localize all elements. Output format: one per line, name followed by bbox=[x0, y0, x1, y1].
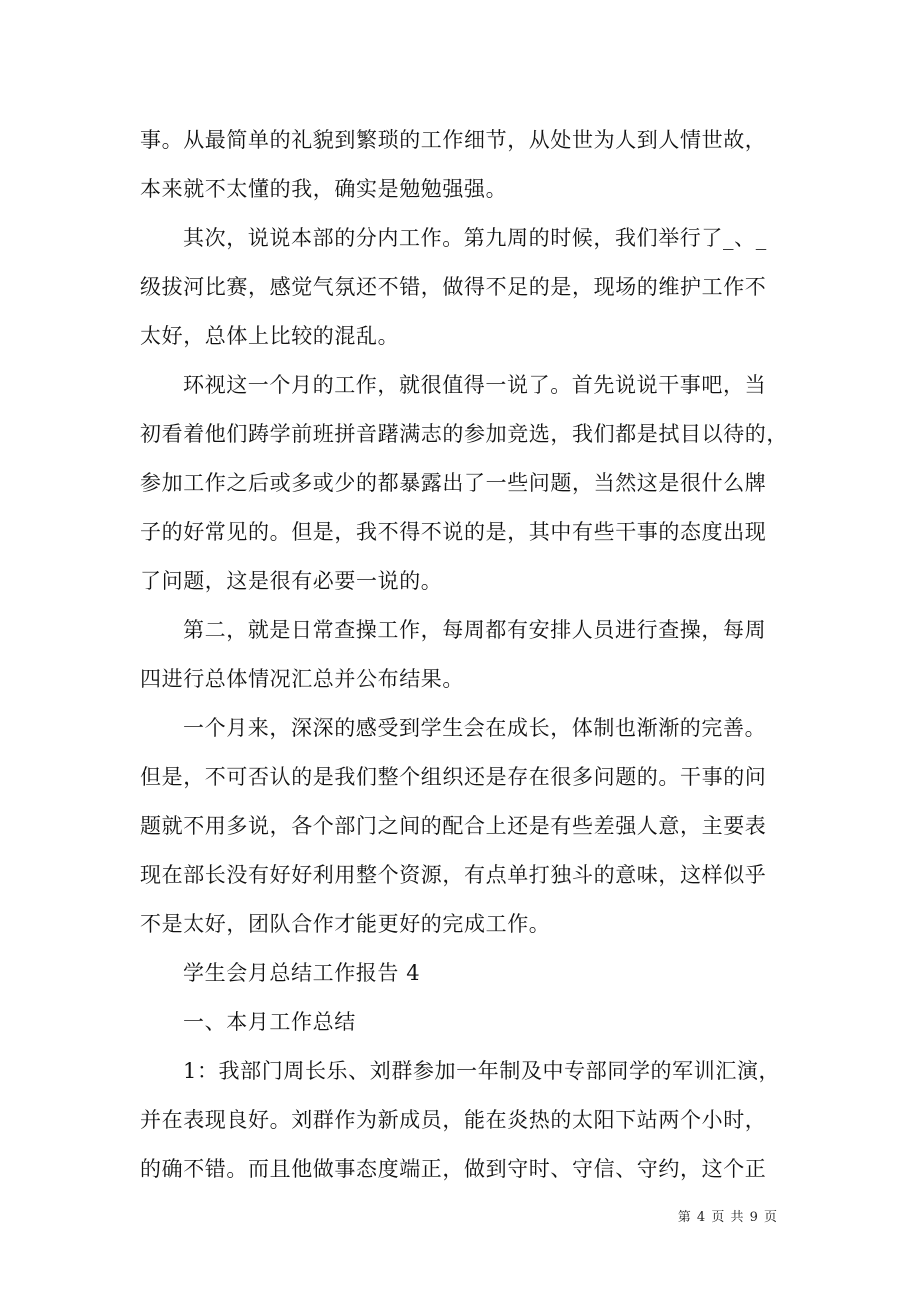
text-line: 太好，总体上比较的混乱。 bbox=[140, 324, 400, 348]
section-heading: 一、本月工作总结 bbox=[183, 1010, 356, 1034]
text-line: 参加工作之后或多或少的都暴露出了一些问题，当然这是很什么牌 bbox=[140, 471, 767, 495]
text-line: 不是太好，团队合作才能更好的完成工作。 bbox=[140, 912, 551, 936]
text-line: 第二，就是日常查操工作，每周都有安排人员进行查操，每周 bbox=[183, 618, 767, 642]
text-line: 一个月来，深深的感受到学生会在成长，体制也渐渐的完善。 bbox=[183, 716, 767, 740]
text-line: 现在部长没有好好利用整个资源，有点单打独斗的意味，这样似乎 bbox=[140, 863, 767, 887]
text-line: 四进行总体情况汇总并公布结果。 bbox=[140, 667, 464, 691]
text-line: 并在表现良好。刘群作为新成员，能在炎热的太阳下站两个小时， bbox=[140, 1108, 767, 1132]
text-line: 环视这一个月的工作，就很值得一说了。首先说说干事吧，当 bbox=[183, 373, 767, 397]
text-line: 1：我部门周长乐、刘群参加一年制及中专部同学的军训汇演， bbox=[183, 1059, 781, 1083]
text-line: 其次，说说本部的分内工作。第九周的时候，我们举行了_、_ bbox=[183, 226, 767, 250]
page-number-footer: 第 4 页 共 9 页 bbox=[677, 1210, 778, 1225]
text-line: 本来就不太懂的我，确实是勉勉强强。 bbox=[140, 177, 508, 201]
text-line: 题就不用多说，各个部门之间的配合上还是有些差强人意，主要表 bbox=[140, 814, 767, 838]
text-line: 的确不错。而且他做事态度端正，做到守时、守信、守约，这个正 bbox=[140, 1157, 767, 1181]
text-line: 级拔河比赛，感觉气氛还不错，做得不足的是，现场的维护工作不 bbox=[140, 275, 767, 299]
text-line: 了问题，这是很有必要一说的。 bbox=[140, 569, 443, 593]
text-line: 事。从最简单的礼貌到繁琐的工作细节，从处世为人到人情世故， bbox=[140, 128, 767, 152]
document-body bbox=[140, 116, 790, 1194]
section-title: 学生会月总结工作报告 4 bbox=[183, 961, 421, 985]
text-line: 但是，不可否认的是我们整个组织还是存在很多问题的。干事的问 bbox=[140, 765, 767, 789]
text-line: 子的好常见的。但是，我不得不说的是，其中有些干事的态度出现 bbox=[140, 520, 767, 544]
text-line: 初看着他们踌学前班拼音躇满志的参加竞选，我们都是拭目以待的， bbox=[140, 422, 788, 446]
